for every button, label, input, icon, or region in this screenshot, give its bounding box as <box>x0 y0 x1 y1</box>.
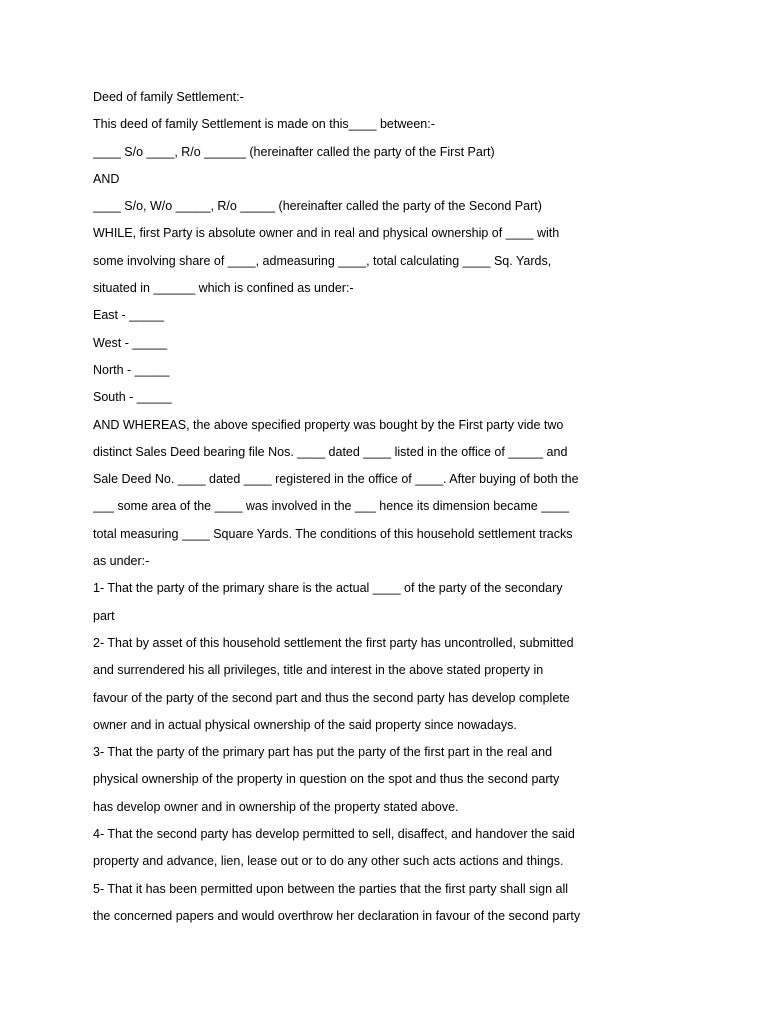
deed-text <box>93 84 713 930</box>
boundary-west: West - _____ <box>93 335 168 350</box>
clause-5-cont: the concerned papers and would overthrow her declaration in favour of the second party <box>93 908 581 923</box>
clause-4-cont: property and advance, lien, lease out or to do any other such acts actions and things. <box>93 854 564 869</box>
text-line: situated in ______ which is confined as under:- <box>93 281 354 296</box>
clause-1: 1- That the party of the primary share is the actual ____ of the party of the secondary <box>93 581 563 596</box>
boundary-north: North - _____ <box>93 362 170 377</box>
text-line: Sale Deed No. ____ dated ____ registered in the office of ____. After buying of both the <box>93 472 579 487</box>
clause-4: 4- That the second party has develop permitted to sell, disaffect, and handover the said <box>93 827 575 842</box>
clause-2-cont: and surrendered his all privileges, title and interest in the above stated property in <box>93 663 544 678</box>
boundary-south: South - _____ <box>93 390 172 405</box>
clause-2: 2- That by asset of this household settlement the first party has uncontrolled, submitted <box>93 635 574 650</box>
text-line: total measuring ____ Square Yards. The conditions of this household settlement tracks <box>93 526 573 541</box>
text-line: ___ some area of the ____ was involved in the ___ hence its dimension became ____ <box>93 499 570 514</box>
boundary-east: East - _____ <box>93 308 164 323</box>
text-line: distinct Sales Deed bearing file Nos. ____ dated ____ listed in the office of _____ and <box>93 444 568 459</box>
clause-5: 5- That it has been permitted upon between the parties that the first party shall sign all <box>93 881 569 896</box>
text-line: AND WHEREAS, the above specified property was bought by the First party vide two <box>93 417 564 432</box>
deed-intro: This deed of family Settlement is made on this____ between:- <box>93 117 435 132</box>
clause-2-cont: favour of the party of the second part and thus the second party has develop complete <box>93 690 570 705</box>
text-line: WHILE, first Party is absolute owner and in real and physical ownership of ____ with <box>93 226 560 241</box>
and-separator: AND <box>93 171 120 186</box>
deed-title: Deed of family Settlement:- <box>93 90 244 104</box>
text-line: as under:- <box>93 554 150 569</box>
first-party-line: ____ S/o ____, R/o ______ (hereinafter called the party of the First Part) <box>93 144 495 159</box>
clause-2-cont: owner and in actual physical ownership of the said property since nowadays. <box>93 717 517 732</box>
second-party-line: ____ S/o, W/o _____, R/o _____ (hereinafter called the party of the Second Part) <box>93 199 542 214</box>
clause-3-cont: physical ownership of the property in question on the spot and thus the second party <box>93 772 560 787</box>
clause-3: 3- That the party of the primary part has put the party of the first part in the real and <box>93 745 553 760</box>
text-line: some involving share of ____, admeasuring ____, total calculating ____ Sq. Yards, <box>93 253 552 268</box>
clause-3-cont: has develop owner and in ownership of the property stated above. <box>93 799 459 814</box>
clause-1-cont: part <box>93 608 115 623</box>
